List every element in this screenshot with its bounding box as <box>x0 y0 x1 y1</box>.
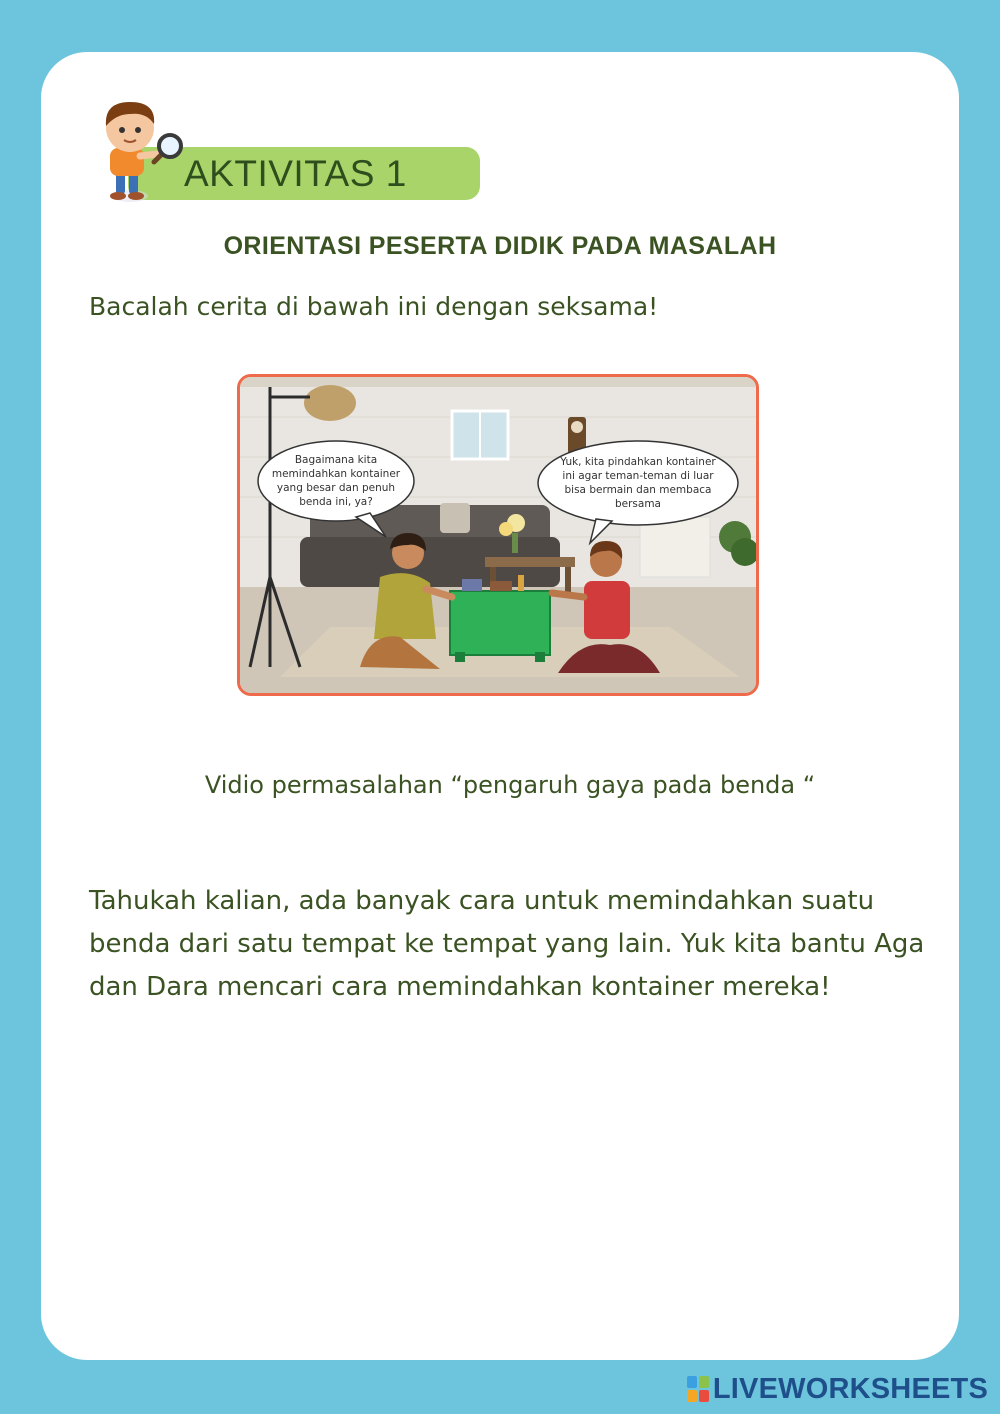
bubble-left-line-1: Bagaimana kita <box>294 454 378 466</box>
story-paragraph: Tahukah kalian, ada banyak cara untuk memindahkan suatu benda dari satu tempat ke tempat yang lain. Yuk kita bantu Aga dan Dara mencari cara memindahkan kontainer mereka! <box>89 886 925 1002</box>
brand-name: LIVEWORKSHEETS <box>712 1372 988 1405</box>
bubble-right-line-4: bersama <box>614 498 662 510</box>
bubble-left-line-3: yang besar dan penuh <box>276 482 396 494</box>
section-subtitle: ORIENTASI PESERTA DIDIK PADA MASALAH <box>223 232 777 260</box>
liveworksheets-logo-icon <box>687 1376 709 1402</box>
activity-title: AKTIVITAS 1 <box>184 153 407 194</box>
bubble-right-line-2: ini agar teman-teman di luar <box>562 470 714 482</box>
video-caption: Vidio permasalahan “pengaruh gaya pada benda “ <box>204 771 816 799</box>
bubble-right-line-3: bisa bermain dan membaca <box>564 484 712 496</box>
bubble-right-line-1: Yuk, kita pindahkan kontainer <box>560 456 716 468</box>
bubble-left-line-2: memindahkan kontainer <box>271 468 401 480</box>
boy-magnifier-icon <box>94 96 188 206</box>
story-illustration <box>237 374 759 696</box>
footer-brand[interactable] <box>687 1372 988 1406</box>
instruction-text: Bacalah cerita di bawah ini dengan seksama! <box>89 292 659 321</box>
bubble-left-line-4: benda ini, ya? <box>299 496 373 508</box>
